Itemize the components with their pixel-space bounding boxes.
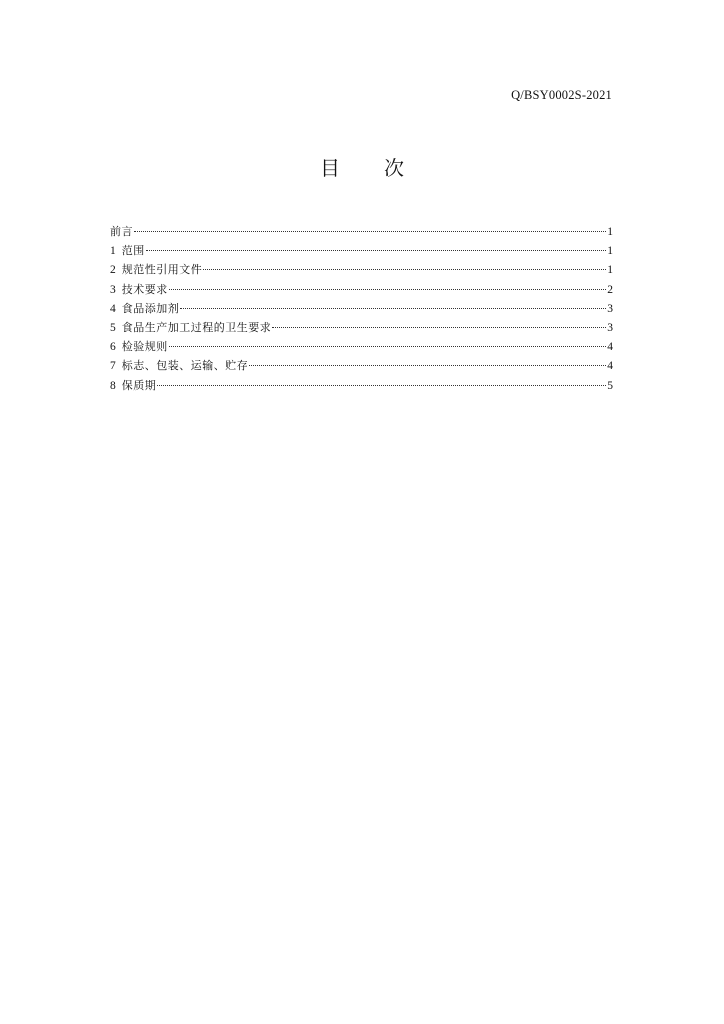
- toc-dot-leader: [180, 308, 606, 309]
- toc-entry-number: 7: [110, 360, 116, 373]
- toc-entry-label: 技术要求: [121, 282, 168, 296]
- toc-entry-label: 食品添加剂: [121, 301, 180, 315]
- toc-entry-foreword[interactable]: [110, 222, 613, 241]
- toc-entry-label: 规范性引用文件: [121, 263, 203, 277]
- toc-dot-leader: [249, 365, 606, 366]
- toc-entry-label: 标志、包装、运输、贮存: [121, 359, 249, 373]
- toc-entry-page: 4: [607, 360, 613, 373]
- toc-entry-shelf-life[interactable]: [110, 376, 613, 395]
- toc-entry-page: 1: [607, 264, 613, 277]
- toc-dot-leader: [134, 231, 606, 232]
- toc-entry-label: 食品生产加工过程的卫生要求: [121, 320, 272, 334]
- toc-entry-number: 8: [110, 379, 116, 392]
- toc-dot-leader: [169, 346, 607, 347]
- toc-title-char-2: 次: [384, 156, 404, 180]
- toc-title: [0, 152, 724, 181]
- toc-title-char-1: 目: [320, 156, 340, 180]
- toc-entry-technical-requirements[interactable]: [110, 280, 613, 299]
- toc-entry-page: 3: [607, 302, 613, 315]
- toc-entry-page: 1: [607, 226, 613, 238]
- toc-entry-hygiene-requirements[interactable]: [110, 318, 613, 337]
- toc-entry-page: 3: [607, 321, 613, 334]
- toc-dot-leader: [272, 327, 606, 328]
- toc-entry-number: 2: [110, 264, 116, 277]
- toc-entry-number: 1: [110, 245, 116, 258]
- toc-entry-page: 4: [607, 341, 613, 354]
- toc-entry-label: 检验规则: [121, 340, 168, 354]
- toc-entry-number: 6: [110, 341, 116, 354]
- toc-entry-scope[interactable]: [110, 241, 613, 260]
- toc-entry-number: 3: [110, 283, 116, 296]
- toc-entry-label: 范围: [121, 244, 145, 258]
- toc-dot-leader: [169, 289, 607, 290]
- toc-entry-number: 4: [110, 302, 116, 315]
- toc-entry-marking-packaging[interactable]: [110, 356, 613, 375]
- toc-entry-page: 5: [607, 379, 613, 392]
- toc-entry-page: 1: [607, 245, 613, 258]
- toc-entry-page: 2: [607, 283, 613, 296]
- table-of-contents: [110, 222, 613, 395]
- toc-dot-leader: [146, 250, 607, 251]
- toc-entry-label: 保质期: [121, 378, 157, 392]
- toc-entry-number: 5: [110, 321, 116, 334]
- document-code: Q/BSY0002S-2021: [511, 88, 612, 102]
- toc-entry-food-additives[interactable]: [110, 299, 613, 318]
- toc-entry-normative-references[interactable]: [110, 260, 613, 279]
- toc-entry-label: 前言: [110, 225, 133, 238]
- toc-dot-leader: [157, 385, 606, 386]
- toc-dot-leader: [203, 269, 606, 270]
- toc-entry-inspection-rules[interactable]: [110, 337, 613, 356]
